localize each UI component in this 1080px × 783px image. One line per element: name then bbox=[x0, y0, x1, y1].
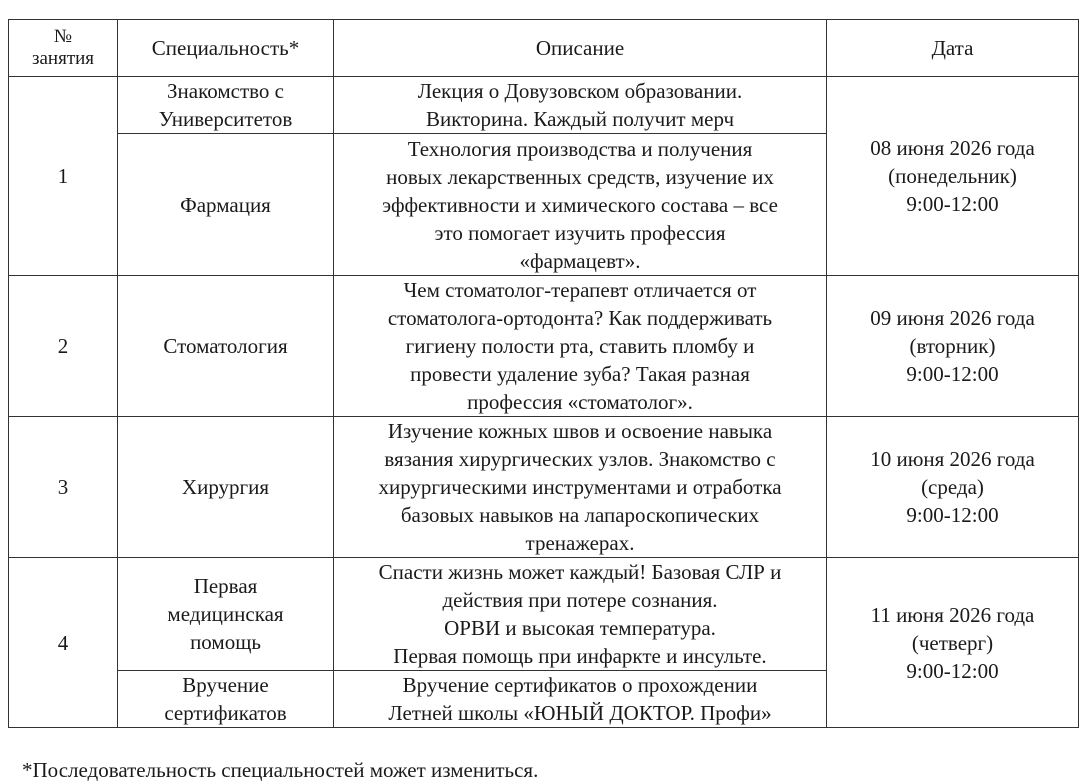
table-row bbox=[9, 276, 1079, 417]
table-header-row bbox=[9, 20, 1079, 77]
time-line: 9:00-12:00 bbox=[906, 503, 999, 527]
table-row bbox=[9, 417, 1079, 558]
date-cell bbox=[827, 276, 1079, 417]
description-line: хирургическими инструментами и отработка bbox=[378, 475, 782, 499]
description-line: Летней школы «ЮНЫЙ ДОКТОР. Профи» bbox=[388, 701, 772, 725]
session-number: 3 bbox=[9, 417, 118, 558]
description-cell bbox=[334, 417, 827, 558]
description-line: Викторина. Каждый получит мерч bbox=[425, 107, 735, 131]
description-line: это помогает изучить профессия bbox=[434, 220, 726, 245]
table-row bbox=[9, 77, 1079, 134]
description-line: Лекция о Довузовском образовании. bbox=[417, 79, 743, 103]
description-line: вязания хирургических узлов. Знакомство с bbox=[384, 447, 776, 471]
specialty-cell bbox=[118, 134, 334, 276]
description-line: профессия «стоматолог». bbox=[467, 390, 693, 414]
description-cell bbox=[334, 558, 827, 671]
header-date: Дата bbox=[827, 20, 1079, 77]
specialty-cell bbox=[118, 671, 334, 728]
date-line: 09 июня 2026 года bbox=[870, 306, 1035, 330]
description-line: новых лекарственных средств, изучение их bbox=[386, 164, 774, 189]
description-line: «фармацевт». bbox=[519, 248, 641, 273]
date-cell bbox=[827, 558, 1079, 728]
date-line: 11 июня 2026 года bbox=[870, 602, 1035, 627]
specialty-line: Фармация bbox=[180, 192, 271, 217]
description-line: эффективности и химического состава – все bbox=[382, 192, 778, 217]
date-cell bbox=[827, 417, 1079, 558]
description-cell bbox=[334, 134, 827, 276]
specialty-line: помощь bbox=[190, 630, 261, 654]
specialty-line: Стоматология bbox=[163, 334, 288, 358]
description-line: Первая помощь при инфаркте и инсульте. bbox=[393, 644, 767, 668]
specialty-cell bbox=[118, 558, 334, 671]
table-row bbox=[9, 558, 1079, 671]
specialty-line: Хирургия bbox=[181, 475, 270, 499]
date-line: 08 июня 2026 года bbox=[870, 136, 1035, 160]
description-line: провести удаление зуба? Такая разная bbox=[410, 362, 750, 386]
specialty-line: сертификатов bbox=[164, 701, 287, 725]
time-line: 9:00-12:00 bbox=[906, 362, 999, 386]
specialty-line: Первая bbox=[193, 574, 258, 598]
description-line: Изучение кожных швов и освоение навыка bbox=[387, 419, 773, 443]
header-num-label: занятия bbox=[31, 48, 95, 69]
description-line: гигиену полости рта, ставить пломбу и bbox=[405, 334, 755, 358]
specialty-cell bbox=[118, 417, 334, 558]
header-num-symbol: № bbox=[53, 26, 73, 47]
description-line: Спасти жизнь может каждый! Базовая СЛР и bbox=[378, 560, 782, 584]
header-session-number bbox=[9, 20, 118, 77]
description-line: тренажерах. bbox=[525, 531, 635, 555]
footnote: *Последовательность специальностей может измениться. bbox=[22, 758, 539, 782]
session-number: 4 bbox=[9, 558, 118, 728]
weekday-line: (вторник) bbox=[909, 334, 996, 358]
description-line: Вручение сертификатов о прохождении bbox=[402, 673, 758, 697]
description-cell bbox=[334, 276, 827, 417]
description-line: ОРВИ и высокая температура. bbox=[444, 616, 716, 640]
session-number: 1 bbox=[9, 77, 118, 276]
specialty-line: Знакомство с bbox=[167, 79, 284, 103]
time-line: 9:00-12:00 bbox=[906, 658, 999, 683]
header-description: Описание bbox=[334, 20, 827, 77]
description-line: действия при потере сознания. bbox=[442, 588, 718, 612]
specialty-cell bbox=[118, 276, 334, 417]
schedule-table bbox=[8, 19, 1079, 728]
time-line: 9:00-12:00 bbox=[906, 192, 999, 216]
description-cell bbox=[334, 77, 827, 134]
weekday-line: (понедельник) bbox=[888, 164, 1017, 188]
description-cell bbox=[334, 671, 827, 728]
header-specialty: Специальность* bbox=[118, 20, 334, 77]
description-line: Чем стоматолог-терапевт отличается от bbox=[403, 278, 757, 302]
specialty-cell bbox=[118, 77, 334, 134]
date-line: 10 июня 2026 года bbox=[870, 447, 1035, 471]
description-line: базовых навыков на лапароскопических bbox=[400, 503, 760, 527]
description-line: Технология производства и получения bbox=[407, 136, 753, 161]
description-line: стоматолога-ортодонта? Как поддерживать bbox=[387, 306, 773, 330]
weekday-line: (четверг) bbox=[911, 630, 994, 655]
weekday-line: (среда) bbox=[921, 475, 984, 499]
specialty-line: медицинская bbox=[167, 602, 284, 626]
specialty-line: Вручение bbox=[182, 673, 269, 697]
session-number: 2 bbox=[9, 276, 118, 417]
specialty-line: Университетов bbox=[158, 107, 293, 131]
date-cell bbox=[827, 77, 1079, 276]
